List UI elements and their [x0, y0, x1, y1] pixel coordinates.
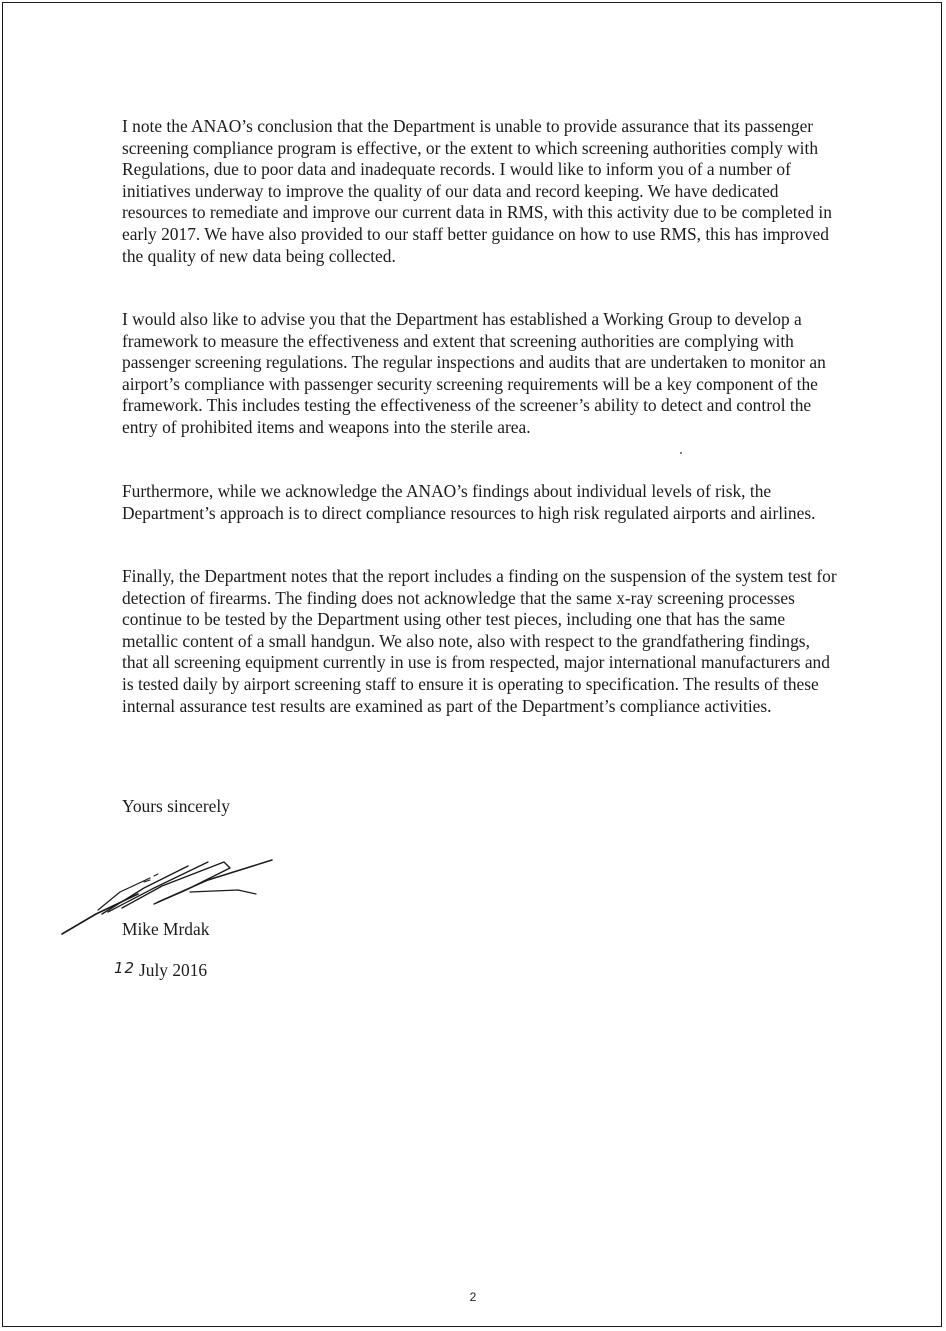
paragraph-data-quality: I note the ANAO’s conclusion that the Department is unable to provide assurance that its passenger screening compliance program is effective, or the extent to which screening authorities comply with Regulations, due to poor data and inadequate records. I would like to inform you of a number of initiatives underway to improve the quality of our data and record keeping. We have dedicated resources to remediate and improve our current data in RMS, with this activity due to be completed in early 2017. We have also provided to our staff better guidance on how to use RMS, this has improved the quality of new data being collected. [122, 116, 832, 266]
signer-name: Mike Mrdak [122, 919, 210, 939]
paragraph-firearms-test: Finally, the Department notes that the report includes a finding on the suspension of the system test for detection of firearms. The finding does not acknowledge that the same x-ray screening processes continue to be tested by the Department using other test pieces, including one that has the same metallic content of a small handgun. We also note, also with respect to the grandfathering findings, that all screening equipment currently in use is from respected, major international manufacturers and is tested daily by airport screening staff to ensure it is operating to specification. The results of these internal assurance test results are examined as part of the Department’s compliance activities. [122, 566, 837, 716]
page-number: 2 [469, 1290, 477, 1304]
handwritten-signature [58, 852, 278, 942]
paragraph-risk-approach: Furthermore, while we acknowledge the ANAO’s findings about individual levels of risk, the Department’s approach is to direct compliance resources to high risk regulated airports and airlines. [122, 481, 816, 523]
closing-salutation: Yours sincerely [122, 796, 230, 816]
handwritten-day: 12 [114, 959, 136, 977]
stray-dot [680, 452, 682, 454]
paragraph-working-group: I would also like to advise you that the Department has established a Working Group to develop a framework to measure the effectiveness and extent that screening authorities are complying with passenger screening regulations. The regular inspections and audits that are undertaken to monitor an airport’s compliance with passenger security screening requirements will be a key component of the framework. This includes testing the effectiveness of the screener’s ability to detect and control the entry of prohibited items and weapons into the sterile area. [122, 309, 826, 437]
printed-month-year: July 2016 [139, 960, 208, 980]
